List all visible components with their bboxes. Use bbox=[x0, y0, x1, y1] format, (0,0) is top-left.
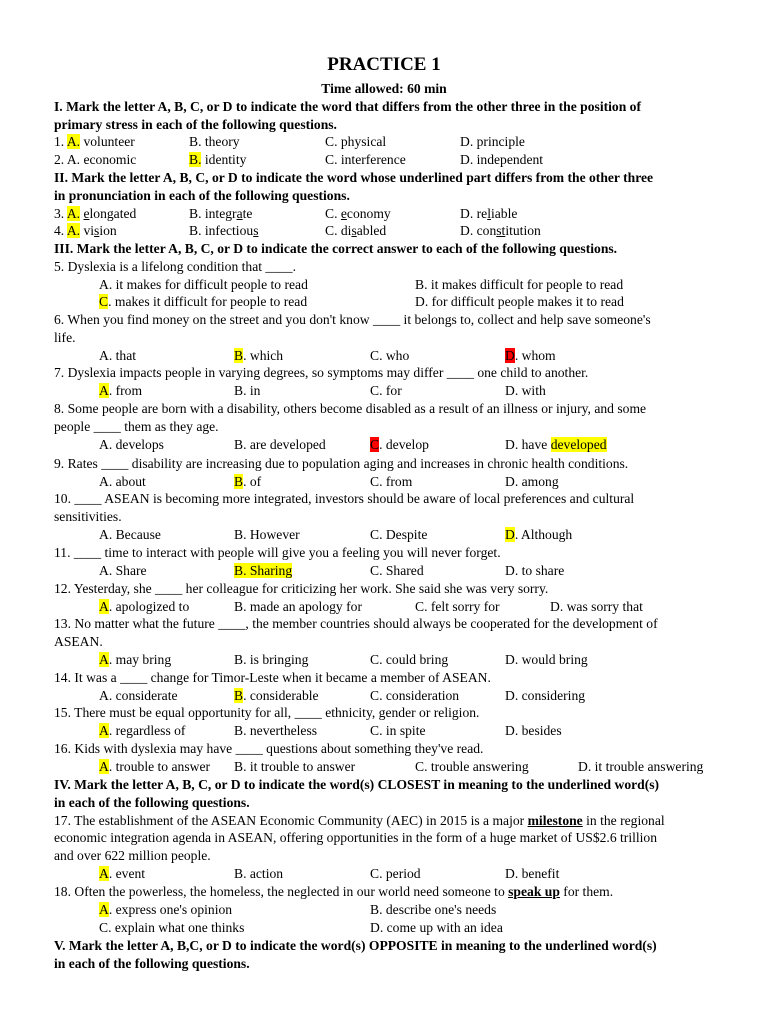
q17-stem-line-3: and over 622 million people. bbox=[54, 848, 211, 863]
q18-stem: 18. Often the powerless, the homeless, the neglected in our world need someone to speak up for them. bbox=[54, 884, 614, 899]
q7-option-b: B. in bbox=[234, 383, 261, 398]
q8-stem-line-1: 8. Some people are born with a disability, others become disabled as a result of an illness or injury, and some bbox=[54, 401, 647, 416]
q17-answer-highlight: A bbox=[99, 866, 109, 881]
q11-option-b bbox=[234, 562, 292, 580]
q16-option-b: B. it trouble to answer bbox=[234, 759, 356, 774]
q18-option-c: C. explain what one thinks bbox=[99, 920, 245, 935]
q6-wrong-highlight: D bbox=[505, 348, 515, 363]
q7-option-d: D. with bbox=[505, 383, 546, 398]
q13-stem-line-1: 13. No matter what the future ____, the member countries should always be cooperated for the development of bbox=[54, 616, 658, 631]
q3-answer-highlight: A. bbox=[66, 206, 81, 221]
q18-option-a: A. express one's opinion bbox=[99, 902, 233, 917]
q15-option-c: C. in spite bbox=[370, 723, 426, 738]
q10-answer-highlight: D bbox=[505, 527, 515, 542]
q17-option-d: D. benefit bbox=[505, 866, 560, 881]
q11-option-d: D. to share bbox=[505, 563, 565, 578]
q6-option-c: C. who bbox=[370, 348, 410, 363]
q9-option-d: D. among bbox=[505, 474, 559, 489]
q17-underlined-word: milestone bbox=[527, 813, 583, 828]
q7-option-c: C. for bbox=[370, 383, 402, 398]
q17-stem-line-2: economic integration agenda in ASEAN, offering opportunities in the form of a huge market of US$2.6 trillion bbox=[54, 830, 658, 845]
q8-answer-highlight: C bbox=[370, 437, 380, 452]
q11-option-c: C. Shared bbox=[370, 563, 424, 578]
q9-option-a: A. about bbox=[99, 474, 146, 489]
q15-stem: 15. There must be equal opportunity for all, ____ ethnicity, gender or religion. bbox=[54, 705, 480, 720]
section-5-instruction-line-2: in each of the following questions. bbox=[54, 956, 250, 971]
q17-option-b: B. action bbox=[234, 866, 284, 881]
q1-option-d: D. principle bbox=[460, 134, 525, 149]
q6-option-d: D. whom bbox=[505, 348, 556, 363]
section-2-instruction-line-1: II. Mark the letter A, B, C, or D to indicate the word whose underlined part differs from the other three bbox=[54, 170, 654, 185]
q15-option-b: B. nevertheless bbox=[234, 723, 318, 738]
section-3-instruction: III. Mark the letter A, B, C, or D to indicate the correct answer to each of the following questions. bbox=[54, 241, 618, 256]
q3-option-a: 3. A. elongated bbox=[54, 206, 137, 221]
q16-option-c: C. trouble answering bbox=[415, 759, 529, 774]
q6-stem-line-2: life. bbox=[54, 330, 76, 345]
q12-option-c: C. felt sorry for bbox=[415, 599, 500, 614]
q18-underlined-phrase: speak up bbox=[508, 884, 560, 899]
q15-option-a: A. regardless of bbox=[99, 723, 186, 738]
q1-option-a: 1. A. volunteer bbox=[54, 134, 135, 149]
section-4-instruction-line-1: IV. Mark the letter A, B, C, or D to indicate the word(s) CLOSEST in meaning to the underlined word(s) bbox=[54, 777, 660, 792]
section-1-instruction-line-1: I. Mark the letter A, B, C, or D to indicate the word that differs from the other three in the position of bbox=[54, 99, 641, 114]
q2-answer-highlight: B. bbox=[189, 152, 202, 167]
q12-option-d: D. was sorry that bbox=[550, 599, 643, 614]
q1-answer-highlight: A. bbox=[66, 134, 81, 149]
q8-option-c: C. develop bbox=[370, 437, 429, 452]
q8-stem-line-2: people ____ them as they age. bbox=[54, 419, 219, 434]
q5-option-c: C. makes it difficult for people to read bbox=[99, 294, 308, 309]
q7-stem: 7. Dyslexia impacts people in varying degrees, so symptoms may differ ____ one child to another. bbox=[54, 365, 589, 380]
q18-option-d: D. come up with an idea bbox=[370, 920, 503, 935]
q10-option-b: B. However bbox=[234, 527, 300, 542]
section-2-instruction-line-2: in pronunciation in each of the following questions. bbox=[54, 188, 350, 203]
q5-answer-highlight: C bbox=[99, 294, 109, 309]
q14-option-b: B. considerable bbox=[234, 688, 319, 703]
q15-option-d: D. besides bbox=[505, 723, 562, 738]
q6-option-b: B. which bbox=[234, 348, 284, 363]
q6-answer-highlight: B bbox=[234, 348, 244, 363]
q16-option-d: D. it trouble answering bbox=[578, 759, 704, 774]
q6-option-a: A. that bbox=[99, 348, 136, 363]
q11-answer-highlight: B. Sharing bbox=[234, 563, 293, 578]
q11-stem: 11. ____ time to interact with people will give you a feeling you will never forget. bbox=[54, 545, 501, 560]
q16-option-a: A. trouble to answer bbox=[99, 759, 210, 774]
q14-stem: 14. It was a ____ change for Timor-Leste when it became a member of ASEAN. bbox=[54, 670, 491, 685]
q12-stem: 12. Yesterday, she ____ her colleague for criticizing her work. She said she was very sorry. bbox=[54, 581, 549, 596]
q1-option-c: C. physical bbox=[325, 134, 387, 149]
q13-option-a: A. may bring bbox=[99, 652, 172, 667]
q16-answer-highlight: A bbox=[99, 759, 109, 774]
q8-option-b: B. are developed bbox=[234, 437, 326, 452]
q10-option-d: D. Although bbox=[505, 527, 573, 542]
q12-option-a: A. apologized to bbox=[99, 599, 190, 614]
q4-option-c: C. disabled bbox=[325, 223, 387, 238]
q2-option-a: 2. A. economic bbox=[54, 152, 137, 167]
q10-option-c: C. Despite bbox=[370, 527, 428, 542]
q17-stem-line-1: 17. The establishment of the ASEAN Economic Community (AEC) in 2015 is a major milestone in the regional bbox=[54, 813, 665, 828]
page-title: PRACTICE 1 bbox=[327, 54, 441, 75]
q1-option-b: B. theory bbox=[189, 134, 240, 149]
q16-stem: 16. Kids with dyslexia may have ____ questions about something they've read. bbox=[54, 741, 484, 756]
q4-option-a: 4. A. vision bbox=[54, 223, 117, 238]
q12-option-b: B. made an apology for bbox=[234, 599, 362, 614]
q14-option-a: A. considerate bbox=[99, 688, 178, 703]
q13-option-b: B. is bringing bbox=[234, 652, 309, 667]
q13-option-c: C. could bring bbox=[370, 652, 449, 667]
q11-option-a: A. Share bbox=[99, 563, 147, 578]
q5-option-b: B. it makes difficult for people to read bbox=[415, 277, 624, 292]
q7-option-a: A. from bbox=[99, 383, 143, 398]
q8-option-d: D. have developed bbox=[505, 437, 607, 452]
q4-answer-highlight: A. bbox=[66, 223, 81, 238]
q17-option-c: C. period bbox=[370, 866, 421, 881]
q18-answer-highlight: A bbox=[99, 902, 109, 917]
q2-option-b: B. identity bbox=[189, 152, 247, 167]
q10-stem-line-1: 10. ____ ASEAN is becoming more integrated, investors should be aware of local preferences and cultural bbox=[54, 491, 635, 506]
q2-option-d: D. independent bbox=[460, 152, 544, 167]
q10-option-a: A. Because bbox=[99, 527, 161, 542]
time-allowed: Time allowed: 60 min bbox=[321, 81, 447, 96]
q5-option-a: A. it makes for difficult people to read bbox=[99, 277, 308, 292]
section-4-instruction-line-2: in each of the following questions. bbox=[54, 795, 250, 810]
q12-answer-highlight: A bbox=[99, 599, 109, 614]
q13-option-d: D. would bring bbox=[505, 652, 588, 667]
section-1-instruction-line-2: primary stress in each of the following questions. bbox=[54, 117, 337, 132]
q3-option-d: D. reliable bbox=[460, 206, 518, 221]
q4-option-b: B. infectious bbox=[189, 223, 259, 238]
section-5-instruction-line-1: V. Mark the letter A, B,C, or D to indicate the word(s) OPPOSITE in meaning to the underlined word(s) bbox=[54, 938, 657, 953]
q13-answer-highlight: A bbox=[99, 652, 109, 667]
q14-answer-highlight: B bbox=[234, 688, 244, 703]
q3-option-b: B. integrate bbox=[189, 206, 253, 221]
q10-stem-line-2: sensitivities. bbox=[54, 509, 122, 524]
q14-option-c: C. consideration bbox=[370, 688, 460, 703]
q8-word-highlight: developed bbox=[550, 437, 607, 452]
q18-option-b: B. describe one's needs bbox=[370, 902, 497, 917]
q2-option-c: C. interference bbox=[325, 152, 406, 167]
q3-option-c: C. economy bbox=[325, 206, 391, 221]
q13-stem-line-2: ASEAN. bbox=[54, 634, 103, 649]
q9-stem: 9. Rates ____ disability are increasing due to population aging and increases in chronic health conditions. bbox=[54, 456, 629, 471]
q7-answer-highlight: A bbox=[99, 383, 109, 398]
q9-answer-highlight: B bbox=[234, 474, 244, 489]
q8-option-a: A. develops bbox=[99, 437, 164, 452]
q9-option-c: C. from bbox=[370, 474, 413, 489]
q15-answer-highlight: A bbox=[99, 723, 109, 738]
q5-option-d: D. for difficult people makes it to read bbox=[415, 294, 624, 309]
q9-option-b: B. of bbox=[234, 474, 262, 489]
q6-stem-line-1: 6. When you find money on the street and you don't know ____ it belongs to, collect and help save someone's bbox=[54, 312, 651, 327]
q17-option-a: A. event bbox=[99, 866, 146, 881]
q5-stem: 5. Dyslexia is a lifelong condition that ____. bbox=[54, 259, 297, 274]
q14-option-d: D. considering bbox=[505, 688, 586, 703]
q4-option-d: D. constitution bbox=[460, 223, 541, 238]
